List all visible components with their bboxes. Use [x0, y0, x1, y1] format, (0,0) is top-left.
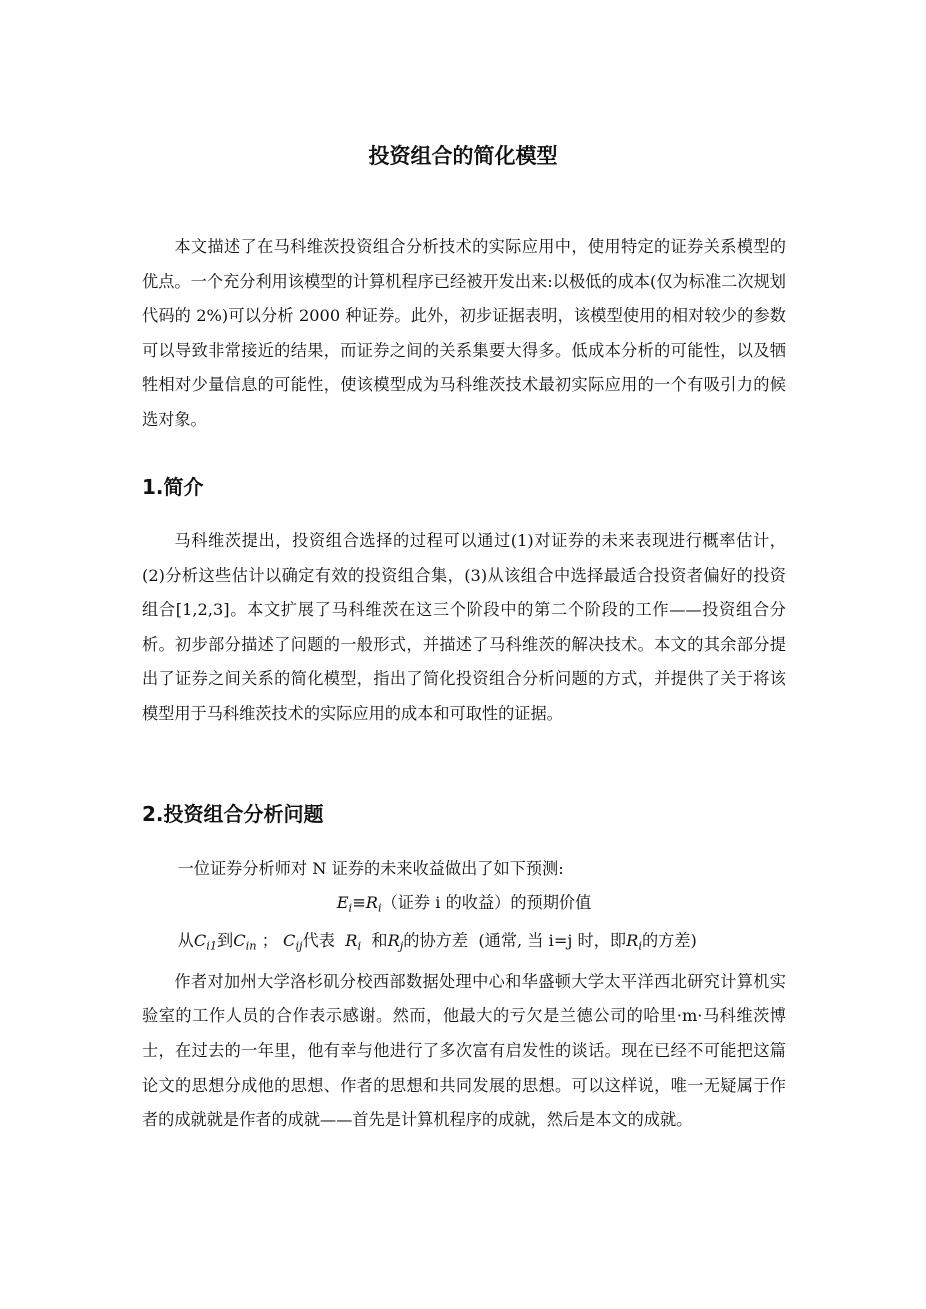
eq2-and: 和	[371, 931, 388, 951]
eq2-variance: 的方差)	[641, 931, 697, 951]
eq1-r-symbol: $R_i$	[365, 893, 382, 915]
eq2-represents: 代表	[302, 931, 335, 951]
acknowledgement-paragraph: 作者对加州大学洛杉矶分校西部数据处理中心和华盛顿大学太平洋西北研究计算机实验室的工作人员的合作表示感谢。然而，他最大的亏欠是兰德公司的哈里·m·马科维茨博士，在过去的一年里，他有幸与他进行了多次富有启发性的谈话。现在已经不可能把这篇论文的思想分成他的思想、作者的思想和共同发展的思想。可以这样说，唯一无疑属于作者的成就就是作者的成就——首先是计算机程序的成就，然后是本文的成就。	[142, 971, 786, 1130]
eq2-c-ij: $C_{ij}$	[283, 931, 303, 953]
abstract-paragraph: 本文描述了在马科维茨投资组合分析技术的实际应用中，使用特定的证券关系模型的优点。一个充分利用该模型的计算机程序已经被开发出来:以极低的成本(仅为标准二次规划代码的 2%)可以分析 2000 种证券。此外，初步证据表明，该模型使用的相对较少的参数可以导致非常接近的结果，而证券之间的关系集要大得多。低成本分析的可能性，以及牺牲相对少量信息的可能性，使该模型成为马科维茨技术最初实际应用的一个有吸引力的候选对象。	[142, 237, 786, 429]
eq1-e-symbol: $E_i$	[336, 893, 353, 915]
section-2-body	[142, 852, 786, 1138]
eq1-description: （证券 i 的收益）的预期价值	[381, 893, 592, 912]
section-1-heading-block	[142, 472, 786, 502]
section-1-heading: 1.简介	[142, 475, 204, 499]
eq2-c-in: $C_{in}$	[233, 931, 257, 953]
eq2-from: 从	[177, 931, 194, 951]
eq2-c-i1: $C_{i1}$	[193, 931, 218, 953]
section-1-paragraph: 马科维茨提出，投资组合选择的过程可以通过(1)对证券的未来表现进行概率估计，(2)分析这些估计以确定有效的投资组合集，(3)从该组合中选择最适合投资者偏好的投资组合[1,2,3]。本文扩展了马科维茨在这三个阶段中的第二个阶段的工作——投资组合分析。初步部分描述了问题的一般形式，并描述了马科维茨的解决技术。本文的其余部分提出了证券之间关系的简化模型，指出了简化投资组合分析问题的方式，并提供了关于将该模型用于马科维茨技术的实际应用的成本和可取性的证据。	[142, 531, 786, 723]
eq2-r-i-var: $R_i$	[626, 931, 642, 953]
eq2-r-i: $R_i$	[345, 931, 362, 953]
eq2-note: (通常, 当 i=j 时，即	[478, 931, 627, 951]
eq2-to: 到	[217, 931, 234, 951]
section-2-heading-block	[142, 799, 786, 829]
section-2-heading: 2.投资组合分析问题	[142, 802, 324, 826]
equation-covariance	[142, 924, 786, 962]
equation-expected-value	[142, 886, 786, 924]
eq2-separator: ；	[261, 931, 278, 951]
abstract-block	[142, 230, 786, 438]
section-2-intro: 一位证券分析师对 N 证券的未来收益做出了如下预测:	[177, 859, 564, 878]
section-1-body	[142, 524, 786, 732]
eq1-equiv: ≡	[352, 893, 366, 912]
page-title: 投资组合的简化模型	[368, 144, 558, 168]
eq2-r-j: $R_j$	[387, 931, 404, 953]
eq2-covariance: 的协方差	[403, 931, 469, 951]
